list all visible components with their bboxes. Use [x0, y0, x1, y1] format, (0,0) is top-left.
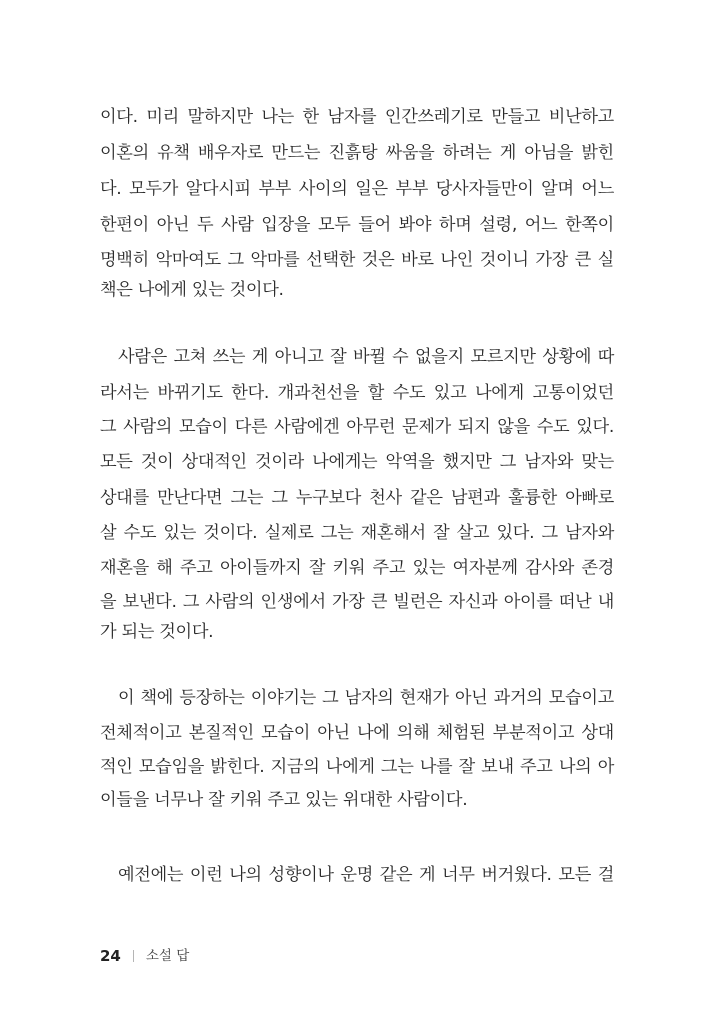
text-line: 이 책에 등장하는 이야기는 그 남자의 현재가 아닌 과거의 모습이고 — [118, 688, 614, 708]
text-line: 한편이 아닌 두 사람 입장을 모두 들어 봐야 하며 설령, 어느 한쪽이 — [100, 215, 614, 235]
text-line: 다. 모두가 알다시피 부부 사이의 일은 부부 당사자들만이 알며 어느 — [100, 179, 614, 199]
text-line: 예전에는 이런 나의 성향이나 운명 같은 게 너무 버거웠다. 모든 걸 — [118, 865, 614, 885]
text-line: 이다. 미리 말하지만 나는 한 남자를 인간쓰레기로 만들고 비난하고 — [100, 107, 614, 127]
text-line: 을 보낸다. 그 사람의 인생에서 가장 큰 빌런은 자신과 아이를 떠난 내 — [100, 592, 614, 612]
text-line: 재혼을 해 주고 아이들까지 잘 키워 주고 있는 여자분께 감사와 존경 — [100, 558, 614, 578]
text-line: 살 수도 있는 것이다. 실제로 그는 재혼해서 잘 살고 있다. 그 남자와 — [100, 523, 614, 543]
text-line: 전체적이고 본질적인 모습이 아닌 나에 의해 체험된 부분적이고 상대 — [100, 723, 614, 743]
text-line: 명백히 악마여도 그 악마를 선택한 것은 바로 나인 것이니 가장 큰 실 — [100, 250, 614, 270]
text-line: 사람은 고쳐 쓰는 게 아니고 잘 바뀔 수 없을지 모르지만 상황에 따 — [118, 347, 614, 367]
text-line: 이들을 너무나 잘 키워 주고 있는 위대한 사람이다. — [100, 790, 468, 810]
page-number: 24 — [100, 947, 121, 965]
text-line: 적인 모습임을 밝힌다. 지금의 나에게 그는 나를 잘 보내 주고 나의 아 — [100, 757, 614, 777]
text-line: 가 되는 것이다. — [100, 622, 214, 642]
text-line: 상대를 만난다면 그는 그 누구보다 천사 같은 남편과 훌륭한 아빠로 — [100, 488, 614, 508]
page-footer — [100, 946, 189, 966]
text-line: 책은 나에게 있는 것이다. — [100, 280, 284, 300]
text-line: 모든 것이 상대적인 것이라 나에게는 악역을 했지만 그 남자와 맞는 — [100, 452, 614, 472]
text-line: 이혼의 유책 배우자로 만드는 진흙탕 싸움을 하려는 게 아님을 밝힌 — [100, 143, 614, 163]
running-title: 소설 답 — [145, 948, 190, 964]
text-line: 라서는 바뀌기도 한다. 개과천선을 할 수도 있고 나에게 고통이었던 — [100, 383, 614, 403]
footer-divider — [133, 950, 134, 962]
text-line: 그 사람의 모습이 다른 사람에겐 아무런 문제가 되지 않을 수도 있다. — [100, 417, 614, 437]
